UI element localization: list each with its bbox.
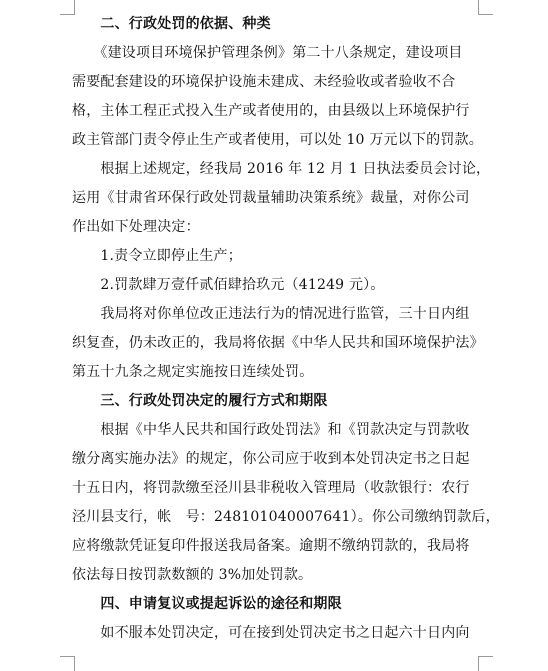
text-line: 《建设项目环境保护管理条例》第二十八条规定，建设项目 (72, 45, 463, 61)
crop-mark-bottom-right (478, 656, 493, 671)
text-line: 根据《中华人民共和国行政处罚法》和《罚款决定与罚款收 (72, 422, 470, 438)
paragraph-supervision (72, 300, 492, 387)
decision-item-2: 2.罚款肆万壹仟贰佰肆拾玖元（41249 元）。 (72, 277, 385, 293)
text-line: 织复查，仍未改正的，我局将依据《中华人民共和国环境保护法》 (72, 335, 484, 351)
section-heading-2: 二、行政处罚的依据、种类 (72, 16, 271, 32)
crop-mark-bottom-left (60, 656, 75, 671)
paragraph-payment (72, 416, 500, 590)
text-line: 缴分离实施办法》的规定，你公司应于收到本处罚决定书之日起 (72, 451, 470, 467)
text-line: 作出如下处理决定： (72, 219, 200, 235)
document-body (72, 10, 500, 648)
section-heading-3: 三、行政处罚决定的履行方式和期限 (72, 393, 328, 409)
text-line: 需要配套建设的环境保护设施未建成、未经验收或者验收不合 (72, 74, 456, 90)
text-line: 政主管部门责令停止生产或者使用，可以处 10 万元以下的罚款。 (72, 132, 483, 148)
paragraph-basis (72, 39, 492, 155)
decision-item-1: 1.责令立即停止生产； (72, 248, 242, 264)
text-line: 泾川县支行，帐 号：248101040007641）。你公司缴纳罚款后， (72, 509, 500, 525)
paragraph-decision (72, 155, 492, 242)
text-line: 十五日内，将罚款缴至泾川县非税收入管理局（收款银行：农行 (72, 480, 470, 496)
section-heading-4: 四、申请复议或提起诉讼的途径和期限 (72, 596, 342, 612)
text-line: 格，主体工程正式投入生产或者使用的，由县级以上环境保护行 (72, 103, 470, 119)
text-line: 依法每日按罚款数额的 3%加处罚款。 (72, 567, 313, 583)
text-line: 如不服本处罚决定，可在接到处罚决定书之日起六十日内向 (72, 625, 470, 641)
text-line: 应将缴款凭证复印件报送我局备案。逾期不缴纳罚款的，我局将 (72, 538, 470, 554)
text-line: 根据上述规定，经我局 2016 年 12 月 1 日执法委员会讨论， (72, 161, 491, 177)
text-line: 第五十九条之规定实施按日连续处罚。 (72, 364, 314, 380)
paragraph-appeal (72, 619, 492, 648)
text-line: 我局将对你单位改正违法行为的情况进行监管，三十日内组 (72, 306, 470, 322)
text-line: 运用《甘肃省环保行政处罚裁量辅助决策系统》裁量，对你公司 (72, 190, 470, 206)
